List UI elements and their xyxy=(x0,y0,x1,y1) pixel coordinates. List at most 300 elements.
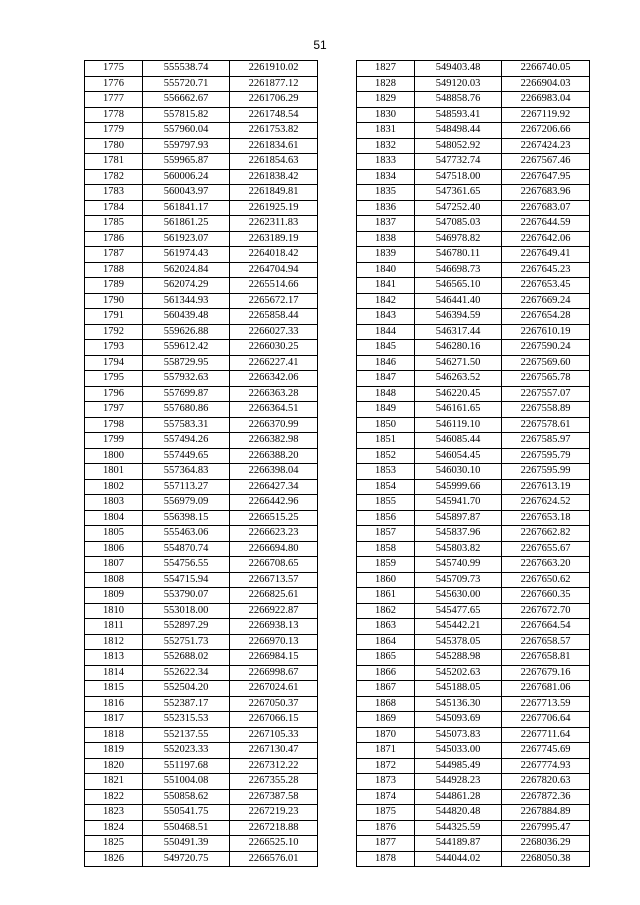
point-number-cell: 1786 xyxy=(85,231,143,247)
table-row xyxy=(85,727,318,743)
x-coordinate-cell: 556662.67 xyxy=(143,92,230,108)
y-coordinate-cell: 2261706.29 xyxy=(230,92,318,108)
y-coordinate-cell: 2266922.87 xyxy=(230,603,318,619)
x-coordinate-cell: 544928.23 xyxy=(415,774,502,790)
table-row xyxy=(357,371,590,387)
point-number-cell: 1847 xyxy=(357,371,415,387)
x-coordinate-cell: 546317.44 xyxy=(415,324,502,340)
x-coordinate-cell: 552387.17 xyxy=(143,696,230,712)
point-number-cell: 1776 xyxy=(85,76,143,92)
x-coordinate-cell: 545803.82 xyxy=(415,541,502,557)
point-number-cell: 1811 xyxy=(85,619,143,635)
table-row xyxy=(357,340,590,356)
table-row xyxy=(357,479,590,495)
y-coordinate-cell: 2267569.60 xyxy=(502,355,590,371)
x-coordinate-cell: 549403.48 xyxy=(415,61,502,77)
table-row xyxy=(85,76,318,92)
point-number-cell: 1874 xyxy=(357,789,415,805)
point-number-cell: 1798 xyxy=(85,417,143,433)
y-coordinate-cell: 2267679.16 xyxy=(502,665,590,681)
table-row xyxy=(85,417,318,433)
x-coordinate-cell: 552897.29 xyxy=(143,619,230,635)
point-number-cell: 1873 xyxy=(357,774,415,790)
point-number-cell: 1840 xyxy=(357,262,415,278)
x-coordinate-cell: 561841.17 xyxy=(143,200,230,216)
x-coordinate-cell: 560439.48 xyxy=(143,309,230,325)
table-row xyxy=(357,464,590,480)
point-number-cell: 1836 xyxy=(357,200,415,216)
y-coordinate-cell: 2267669.24 xyxy=(502,293,590,309)
y-coordinate-cell: 2267645.23 xyxy=(502,262,590,278)
point-number-cell: 1800 xyxy=(85,448,143,464)
y-coordinate-cell: 2266427.34 xyxy=(230,479,318,495)
point-number-cell: 1832 xyxy=(357,138,415,154)
table-row xyxy=(85,448,318,464)
point-number-cell: 1852 xyxy=(357,448,415,464)
x-coordinate-cell: 557113.27 xyxy=(143,479,230,495)
y-coordinate-cell: 2267683.96 xyxy=(502,185,590,201)
point-number-cell: 1789 xyxy=(85,278,143,294)
table-row xyxy=(357,448,590,464)
table-row xyxy=(85,557,318,573)
y-coordinate-cell: 2266030.25 xyxy=(230,340,318,356)
y-coordinate-cell: 2266938.13 xyxy=(230,619,318,635)
x-coordinate-cell: 555463.06 xyxy=(143,526,230,542)
point-number-cell: 1859 xyxy=(357,557,415,573)
point-number-cell: 1820 xyxy=(85,758,143,774)
y-coordinate-cell: 2264018.42 xyxy=(230,247,318,263)
point-number-cell: 1812 xyxy=(85,634,143,650)
y-coordinate-cell: 2267706.64 xyxy=(502,712,590,728)
point-number-cell: 1794 xyxy=(85,355,143,371)
table-row xyxy=(85,154,318,170)
y-coordinate-cell: 2267590.24 xyxy=(502,340,590,356)
y-coordinate-cell: 2265514.66 xyxy=(230,278,318,294)
y-coordinate-cell: 2267672.70 xyxy=(502,603,590,619)
y-coordinate-cell: 2266708.65 xyxy=(230,557,318,573)
point-number-cell: 1853 xyxy=(357,464,415,480)
table-row xyxy=(357,557,590,573)
x-coordinate-cell: 551004.08 xyxy=(143,774,230,790)
table-row xyxy=(357,665,590,681)
y-coordinate-cell: 2267654.28 xyxy=(502,309,590,325)
y-coordinate-cell: 2264704.94 xyxy=(230,262,318,278)
x-coordinate-cell: 544985.49 xyxy=(415,758,502,774)
point-number-cell: 1850 xyxy=(357,417,415,433)
point-number-cell: 1827 xyxy=(357,61,415,77)
x-coordinate-cell: 548858.76 xyxy=(415,92,502,108)
x-coordinate-cell: 552504.20 xyxy=(143,681,230,697)
x-coordinate-cell: 550541.75 xyxy=(143,805,230,821)
point-number-cell: 1857 xyxy=(357,526,415,542)
y-coordinate-cell: 2265672.17 xyxy=(230,293,318,309)
x-coordinate-cell: 557815.82 xyxy=(143,107,230,123)
table-row xyxy=(357,154,590,170)
point-number-cell: 1823 xyxy=(85,805,143,821)
point-number-cell: 1802 xyxy=(85,479,143,495)
table-row xyxy=(85,138,318,154)
x-coordinate-cell: 559797.93 xyxy=(143,138,230,154)
table-row xyxy=(85,820,318,836)
y-coordinate-cell: 2267658.81 xyxy=(502,650,590,666)
point-number-cell: 1787 xyxy=(85,247,143,263)
point-number-cell: 1817 xyxy=(85,712,143,728)
point-number-cell: 1780 xyxy=(85,138,143,154)
x-coordinate-cell: 558729.95 xyxy=(143,355,230,371)
y-coordinate-cell: 2266442.96 xyxy=(230,495,318,511)
table-row xyxy=(85,92,318,108)
point-number-cell: 1861 xyxy=(357,588,415,604)
y-coordinate-cell: 2261838.42 xyxy=(230,169,318,185)
table-row xyxy=(85,836,318,852)
point-number-cell: 1797 xyxy=(85,402,143,418)
y-coordinate-cell: 2267774.93 xyxy=(502,758,590,774)
table-row xyxy=(357,696,590,712)
x-coordinate-cell: 552023.33 xyxy=(143,743,230,759)
table-row xyxy=(85,247,318,263)
y-coordinate-cell: 2267105.33 xyxy=(230,727,318,743)
table-row xyxy=(357,138,590,154)
x-coordinate-cell: 552622.34 xyxy=(143,665,230,681)
y-coordinate-cell: 2267642.06 xyxy=(502,231,590,247)
x-coordinate-cell: 547518.00 xyxy=(415,169,502,185)
x-coordinate-cell: 551197.68 xyxy=(143,758,230,774)
table-row xyxy=(357,262,590,278)
x-coordinate-cell: 556979.09 xyxy=(143,495,230,511)
table-row xyxy=(357,355,590,371)
point-number-cell: 1869 xyxy=(357,712,415,728)
y-coordinate-cell: 2267219.23 xyxy=(230,805,318,821)
point-number-cell: 1793 xyxy=(85,340,143,356)
point-number-cell: 1790 xyxy=(85,293,143,309)
point-number-cell: 1818 xyxy=(85,727,143,743)
x-coordinate-cell: 546085.44 xyxy=(415,433,502,449)
table-row xyxy=(85,479,318,495)
x-coordinate-cell: 546271.50 xyxy=(415,355,502,371)
table-row xyxy=(85,231,318,247)
x-coordinate-cell: 557699.87 xyxy=(143,386,230,402)
table-row xyxy=(85,572,318,588)
y-coordinate-cell: 2267745.69 xyxy=(502,743,590,759)
point-number-cell: 1791 xyxy=(85,309,143,325)
x-coordinate-cell: 544325.59 xyxy=(415,820,502,836)
table-row xyxy=(85,634,318,650)
x-coordinate-cell: 557583.31 xyxy=(143,417,230,433)
point-number-cell: 1867 xyxy=(357,681,415,697)
table-row xyxy=(85,262,318,278)
x-coordinate-cell: 553018.00 xyxy=(143,603,230,619)
point-number-cell: 1845 xyxy=(357,340,415,356)
y-coordinate-cell: 2267565.78 xyxy=(502,371,590,387)
x-coordinate-cell: 557364.83 xyxy=(143,464,230,480)
point-number-cell: 1858 xyxy=(357,541,415,557)
y-coordinate-cell: 2267585.97 xyxy=(502,433,590,449)
table-row xyxy=(357,851,590,867)
table-row xyxy=(357,743,590,759)
x-coordinate-cell: 545630.00 xyxy=(415,588,502,604)
table-row xyxy=(357,526,590,542)
x-coordinate-cell: 546698.73 xyxy=(415,262,502,278)
table-row xyxy=(357,309,590,325)
table-row xyxy=(85,293,318,309)
table-row xyxy=(85,588,318,604)
table-row xyxy=(357,107,590,123)
x-coordinate-cell: 557494.26 xyxy=(143,433,230,449)
point-number-cell: 1878 xyxy=(357,851,415,867)
y-coordinate-cell: 2267647.95 xyxy=(502,169,590,185)
table-row xyxy=(85,464,318,480)
x-coordinate-cell: 546263.52 xyxy=(415,371,502,387)
table-row xyxy=(357,185,590,201)
table-row xyxy=(85,278,318,294)
y-coordinate-cell: 2267660.35 xyxy=(502,588,590,604)
y-coordinate-cell: 2266740.05 xyxy=(502,61,590,77)
y-coordinate-cell: 2267387.58 xyxy=(230,789,318,805)
table-row xyxy=(85,712,318,728)
table-body xyxy=(357,61,590,867)
x-coordinate-cell: 555538.74 xyxy=(143,61,230,77)
x-coordinate-cell: 548052.92 xyxy=(415,138,502,154)
y-coordinate-cell: 2267664.54 xyxy=(502,619,590,635)
y-coordinate-cell: 2261753.82 xyxy=(230,123,318,139)
table-row xyxy=(357,789,590,805)
point-number-cell: 1824 xyxy=(85,820,143,836)
x-coordinate-cell: 546161.65 xyxy=(415,402,502,418)
y-coordinate-cell: 2261925.19 xyxy=(230,200,318,216)
y-coordinate-cell: 2267424.23 xyxy=(502,138,590,154)
table-row xyxy=(85,743,318,759)
y-coordinate-cell: 2266364.51 xyxy=(230,402,318,418)
point-number-cell: 1856 xyxy=(357,510,415,526)
table-row xyxy=(85,340,318,356)
y-coordinate-cell: 2261854.63 xyxy=(230,154,318,170)
x-coordinate-cell: 559626.88 xyxy=(143,324,230,340)
x-coordinate-cell: 547252.40 xyxy=(415,200,502,216)
table-row xyxy=(85,541,318,557)
x-coordinate-cell: 552688.02 xyxy=(143,650,230,666)
point-number-cell: 1831 xyxy=(357,123,415,139)
y-coordinate-cell: 2267558.89 xyxy=(502,402,590,418)
y-coordinate-cell: 2267872.36 xyxy=(502,789,590,805)
point-number-cell: 1851 xyxy=(357,433,415,449)
point-number-cell: 1785 xyxy=(85,216,143,232)
y-coordinate-cell: 2266515.25 xyxy=(230,510,318,526)
table-row xyxy=(357,123,590,139)
table-row xyxy=(357,433,590,449)
table-body xyxy=(85,61,318,867)
table-row xyxy=(357,200,590,216)
point-number-cell: 1844 xyxy=(357,324,415,340)
table-row xyxy=(357,712,590,728)
point-number-cell: 1868 xyxy=(357,696,415,712)
point-number-cell: 1839 xyxy=(357,247,415,263)
point-number-cell: 1815 xyxy=(85,681,143,697)
point-number-cell: 1799 xyxy=(85,433,143,449)
y-coordinate-cell: 2266382.98 xyxy=(230,433,318,449)
x-coordinate-cell: 546441.40 xyxy=(415,293,502,309)
point-number-cell: 1842 xyxy=(357,293,415,309)
y-coordinate-cell: 2267610.19 xyxy=(502,324,590,340)
y-coordinate-cell: 2267884.89 xyxy=(502,805,590,821)
point-number-cell: 1877 xyxy=(357,836,415,852)
y-coordinate-cell: 2266525.10 xyxy=(230,836,318,852)
point-number-cell: 1807 xyxy=(85,557,143,573)
y-coordinate-cell: 2267066.15 xyxy=(230,712,318,728)
y-coordinate-cell: 2267567.46 xyxy=(502,154,590,170)
x-coordinate-cell: 547361.65 xyxy=(415,185,502,201)
x-coordinate-cell: 557932.63 xyxy=(143,371,230,387)
y-coordinate-cell: 2267595.79 xyxy=(502,448,590,464)
x-coordinate-cell: 557680.86 xyxy=(143,402,230,418)
point-number-cell: 1819 xyxy=(85,743,143,759)
table-row xyxy=(357,727,590,743)
table-row xyxy=(85,433,318,449)
y-coordinate-cell: 2267820.63 xyxy=(502,774,590,790)
x-coordinate-cell: 548593.41 xyxy=(415,107,502,123)
point-number-cell: 1821 xyxy=(85,774,143,790)
y-coordinate-cell: 2261834.61 xyxy=(230,138,318,154)
table-row xyxy=(85,758,318,774)
table-row xyxy=(85,681,318,697)
x-coordinate-cell: 545378.05 xyxy=(415,634,502,650)
table-row xyxy=(85,696,318,712)
y-coordinate-cell: 2261849.81 xyxy=(230,185,318,201)
point-number-cell: 1870 xyxy=(357,727,415,743)
x-coordinate-cell: 560006.24 xyxy=(143,169,230,185)
x-coordinate-cell: 552751.73 xyxy=(143,634,230,650)
table-row xyxy=(357,541,590,557)
table-row xyxy=(357,634,590,650)
table-row xyxy=(357,61,590,77)
y-coordinate-cell: 2267711.64 xyxy=(502,727,590,743)
x-coordinate-cell: 549720.75 xyxy=(143,851,230,867)
point-number-cell: 1778 xyxy=(85,107,143,123)
table-row xyxy=(357,836,590,852)
table-row xyxy=(85,185,318,201)
x-coordinate-cell: 547085.03 xyxy=(415,216,502,232)
point-number-cell: 1838 xyxy=(357,231,415,247)
y-coordinate-cell: 2261748.54 xyxy=(230,107,318,123)
x-coordinate-cell: 561344.93 xyxy=(143,293,230,309)
y-coordinate-cell: 2266576.01 xyxy=(230,851,318,867)
x-coordinate-cell: 557449.65 xyxy=(143,448,230,464)
x-coordinate-cell: 546394.59 xyxy=(415,309,502,325)
x-coordinate-cell: 546220.45 xyxy=(415,386,502,402)
table-row xyxy=(85,774,318,790)
y-coordinate-cell: 2267578.61 xyxy=(502,417,590,433)
y-coordinate-cell: 2267024.61 xyxy=(230,681,318,697)
point-number-cell: 1779 xyxy=(85,123,143,139)
y-coordinate-cell: 2267206.66 xyxy=(502,123,590,139)
point-number-cell: 1862 xyxy=(357,603,415,619)
x-coordinate-cell: 550858.62 xyxy=(143,789,230,805)
point-number-cell: 1796 xyxy=(85,386,143,402)
x-coordinate-cell: 549120.03 xyxy=(415,76,502,92)
point-number-cell: 1843 xyxy=(357,309,415,325)
x-coordinate-cell: 557960.04 xyxy=(143,123,230,139)
x-coordinate-cell: 554715.94 xyxy=(143,572,230,588)
y-coordinate-cell: 2267613.19 xyxy=(502,479,590,495)
table-row xyxy=(357,293,590,309)
y-coordinate-cell: 2267119.92 xyxy=(502,107,590,123)
y-coordinate-cell: 2267995.47 xyxy=(502,820,590,836)
x-coordinate-cell: 546030.10 xyxy=(415,464,502,480)
point-number-cell: 1863 xyxy=(357,619,415,635)
y-coordinate-cell: 2267312.22 xyxy=(230,758,318,774)
coordinates-table-left xyxy=(84,60,318,867)
x-coordinate-cell: 546119.10 xyxy=(415,417,502,433)
x-coordinate-cell: 544044.02 xyxy=(415,851,502,867)
point-number-cell: 1829 xyxy=(357,92,415,108)
table-row xyxy=(85,324,318,340)
x-coordinate-cell: 545188.05 xyxy=(415,681,502,697)
y-coordinate-cell: 2266694.80 xyxy=(230,541,318,557)
point-number-cell: 1849 xyxy=(357,402,415,418)
table-row xyxy=(357,169,590,185)
point-number-cell: 1835 xyxy=(357,185,415,201)
x-coordinate-cell: 550491.39 xyxy=(143,836,230,852)
x-coordinate-cell: 545941.70 xyxy=(415,495,502,511)
x-coordinate-cell: 559612.42 xyxy=(143,340,230,356)
y-coordinate-cell: 2267355.28 xyxy=(230,774,318,790)
table-row xyxy=(357,619,590,635)
point-number-cell: 1782 xyxy=(85,169,143,185)
table-row xyxy=(85,107,318,123)
y-coordinate-cell: 2267653.18 xyxy=(502,510,590,526)
table-row xyxy=(357,402,590,418)
y-coordinate-cell: 2267624.52 xyxy=(502,495,590,511)
point-number-cell: 1833 xyxy=(357,154,415,170)
y-coordinate-cell: 2267595.99 xyxy=(502,464,590,480)
table-row xyxy=(85,650,318,666)
x-coordinate-cell: 562024.84 xyxy=(143,262,230,278)
x-coordinate-cell: 561974.43 xyxy=(143,247,230,263)
table-row xyxy=(357,572,590,588)
y-coordinate-cell: 2267663.20 xyxy=(502,557,590,573)
table-row xyxy=(357,76,590,92)
x-coordinate-cell: 544820.48 xyxy=(415,805,502,821)
y-coordinate-cell: 2266825.61 xyxy=(230,588,318,604)
x-coordinate-cell: 546054.45 xyxy=(415,448,502,464)
table-row xyxy=(85,526,318,542)
table-row xyxy=(357,820,590,836)
y-coordinate-cell: 2266370.99 xyxy=(230,417,318,433)
table-row xyxy=(85,619,318,635)
x-coordinate-cell: 545033.00 xyxy=(415,743,502,759)
table-row xyxy=(357,681,590,697)
table-row xyxy=(85,805,318,821)
table-row xyxy=(85,371,318,387)
y-coordinate-cell: 2266998.67 xyxy=(230,665,318,681)
table-row xyxy=(85,200,318,216)
y-coordinate-cell: 2267683.07 xyxy=(502,200,590,216)
table-row xyxy=(357,588,590,604)
y-coordinate-cell: 2268036.29 xyxy=(502,836,590,852)
point-number-cell: 1777 xyxy=(85,92,143,108)
point-number-cell: 1788 xyxy=(85,262,143,278)
x-coordinate-cell: 547732.74 xyxy=(415,154,502,170)
point-number-cell: 1855 xyxy=(357,495,415,511)
table-row xyxy=(85,402,318,418)
x-coordinate-cell: 556398.15 xyxy=(143,510,230,526)
table-row xyxy=(357,231,590,247)
x-coordinate-cell: 561861.25 xyxy=(143,216,230,232)
point-number-cell: 1875 xyxy=(357,805,415,821)
y-coordinate-cell: 2267218.88 xyxy=(230,820,318,836)
table-row xyxy=(357,510,590,526)
y-coordinate-cell: 2267050.37 xyxy=(230,696,318,712)
y-coordinate-cell: 2267649.41 xyxy=(502,247,590,263)
